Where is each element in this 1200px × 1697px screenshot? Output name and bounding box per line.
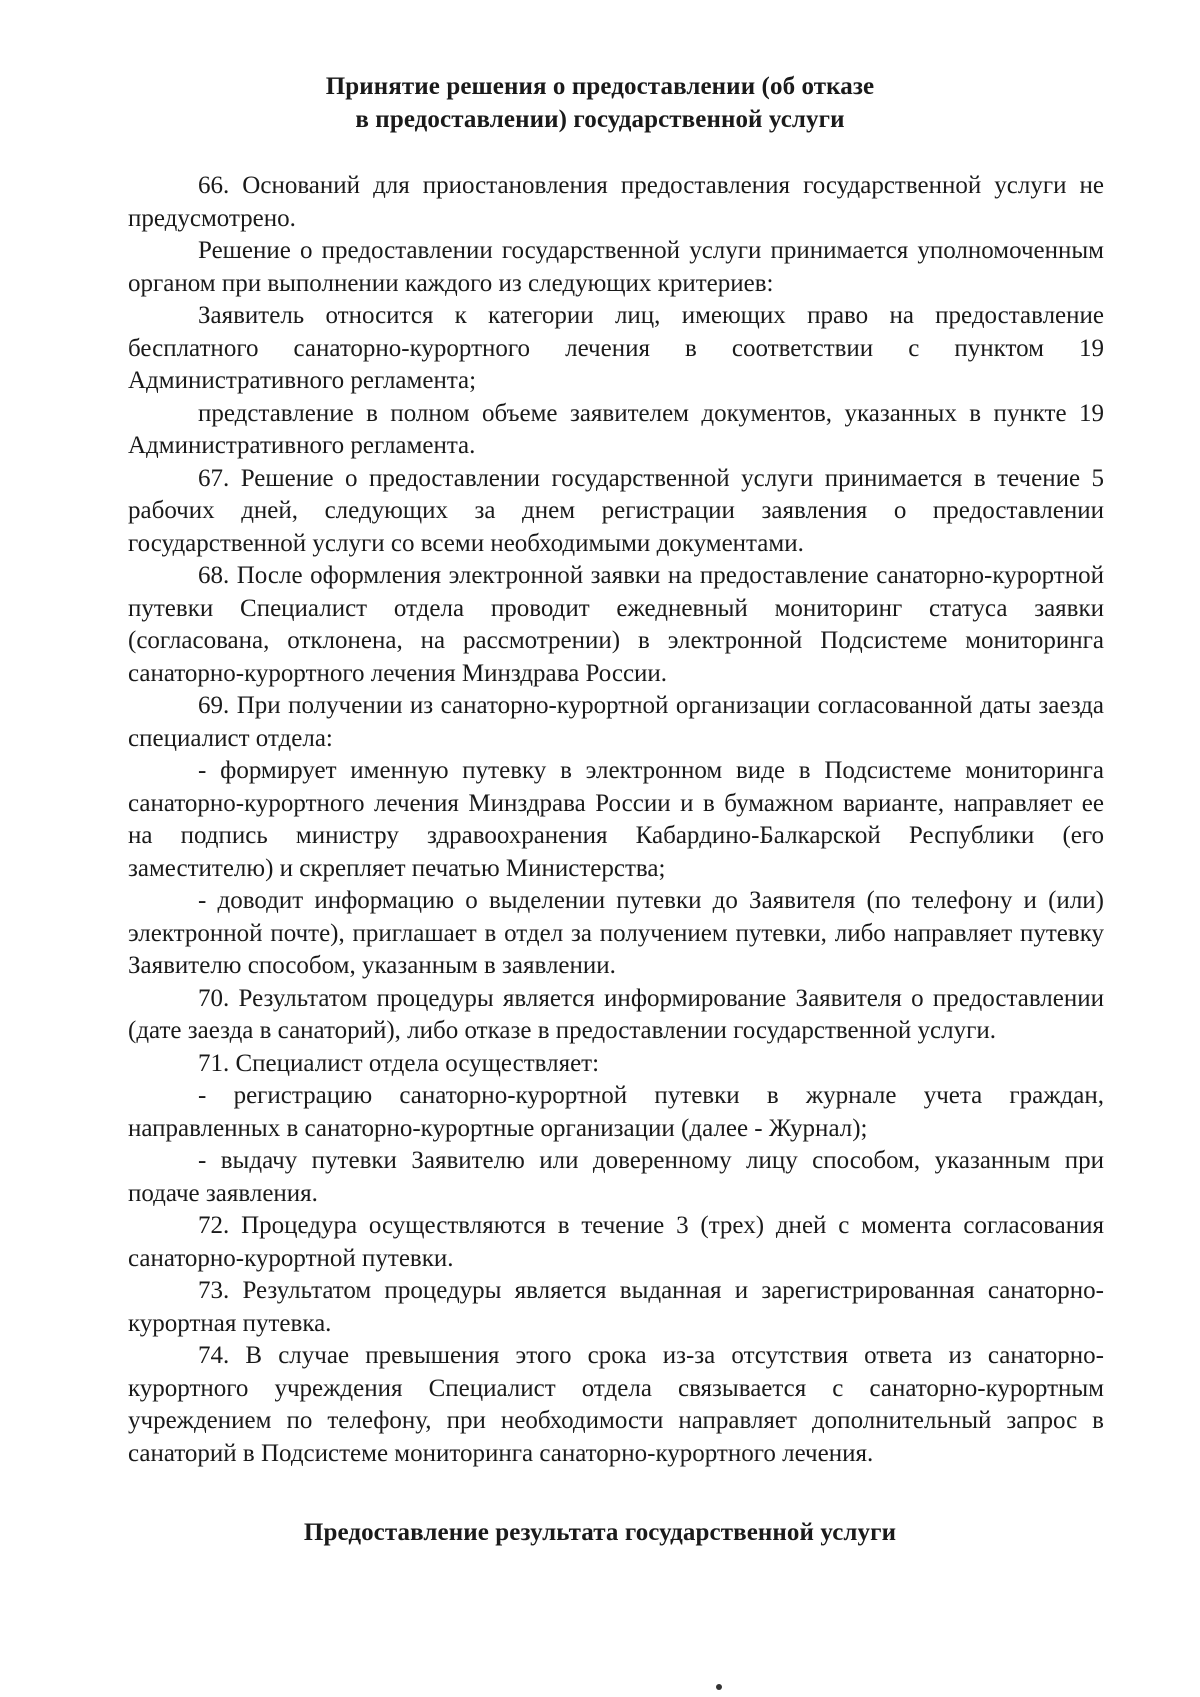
paragraph-criterion-category: Заявитель относится к категории лиц, имеющих право на предоставление бесплатного санаторно-курортного лечения в соответствии с пунктом 19 Административного регламента;	[128, 302, 1104, 394]
paragraph-69-item-2: - доводит информацию о выделении путевки до Заявителя (по телефону и (или) электронной почте), приглашает в отдел за получением путевки, либо направляет путевку Заявителю способом, указанным в заявлении.	[128, 887, 1104, 979]
section-heading-result: Предоставление результата государственной услуги	[303, 1519, 897, 1546]
paragraph-71: 71. Специалист отдела осуществляет:	[198, 1049, 600, 1077]
paragraph-criterion-documents: представление в полном объеме заявителем документов, указанных в пункте 19 Административного регламента.	[128, 399, 1104, 459]
paragraph-70: 70. Результатом процедуры является информирование Заявителя о предоставлении (дате заезда в санаторий), либо отказе в предоставлении государственной услуги.	[128, 984, 1104, 1044]
document-body	[128, 170, 1104, 1470]
paragraph-71-item-1: - регистрацию санаторно-курортной путевки в журнале учета граждан, направленных в санаторно-курортные организации (далее - Журнал);	[128, 1082, 1104, 1142]
section-heading-decision-line2: в предоставлении) государственной услуги	[355, 106, 845, 133]
section-heading-decision-line1: Принятие решения о предоставлении (об отказе	[325, 73, 875, 100]
paragraph-66: 66. Оснований для приостановления предоставления государственной услуги не предусмотрено.	[128, 172, 1104, 232]
paragraph-73: 73. Результатом процедуры является выданная и зарегистрированная санаторно-курортная путевка.	[128, 1277, 1104, 1337]
paragraph-74: 74. В случае превышения этого срока из-за отсутствия ответа из санаторно-курортного учреждения Специалист отдела связывается с санаторно-курортным учреждением по телефону, при необходимости направляет дополнительный запрос в санаторий в Подсистеме мониторинга санаторно-курортного лечения.	[128, 1342, 1104, 1467]
paragraph-71-item-2: - выдачу путевки Заявителю или доверенному лицу способом, указанным при подаче заявления.	[128, 1147, 1104, 1207]
paragraph-69-item-1: - формирует именную путевку в электронном виде в Подсистеме мониторинга санаторно-курортного лечения Минздрава России и в бумажном варианте, направляет ее на подпись министру здравоохранения Кабардино-Балкарской Республики (его заместителю) и скрепляет печатью Министерства;	[128, 757, 1104, 882]
section-heading-decision	[0, 70, 1200, 136]
paragraph-68: 68. После оформления электронной заявки на предоставление санаторно-курортной путевки Специалист отдела проводит ежедневный мониторинг статуса заявки (согласована, отклонена, на рассмотрении) в электронной Подсистеме мониторинга санаторно-курортного лечения Минздрава России.	[128, 562, 1104, 687]
paragraph-67: 67. Решение о предоставлении государственной услуги принимается в течение 5 рабочих дней, следующих за днем регистрации заявления о предоставлении государственной услуги со всеми необходимыми документами.	[128, 464, 1104, 557]
paragraph-decision-criteria: Решение о предоставлении государственной услуги принимается уполномоченным органом при выполнении каждого из следующих критериев:	[128, 237, 1104, 297]
page-mark	[716, 1684, 722, 1690]
paragraph-72: 72. Процедура осуществляются в течение 3 (трех) дней с момента согласования санаторно-курортной путевки.	[128, 1212, 1104, 1272]
paragraph-69: 69. При получении из санаторно-курортной организации согласованной даты заезда специалист отдела:	[128, 692, 1104, 752]
